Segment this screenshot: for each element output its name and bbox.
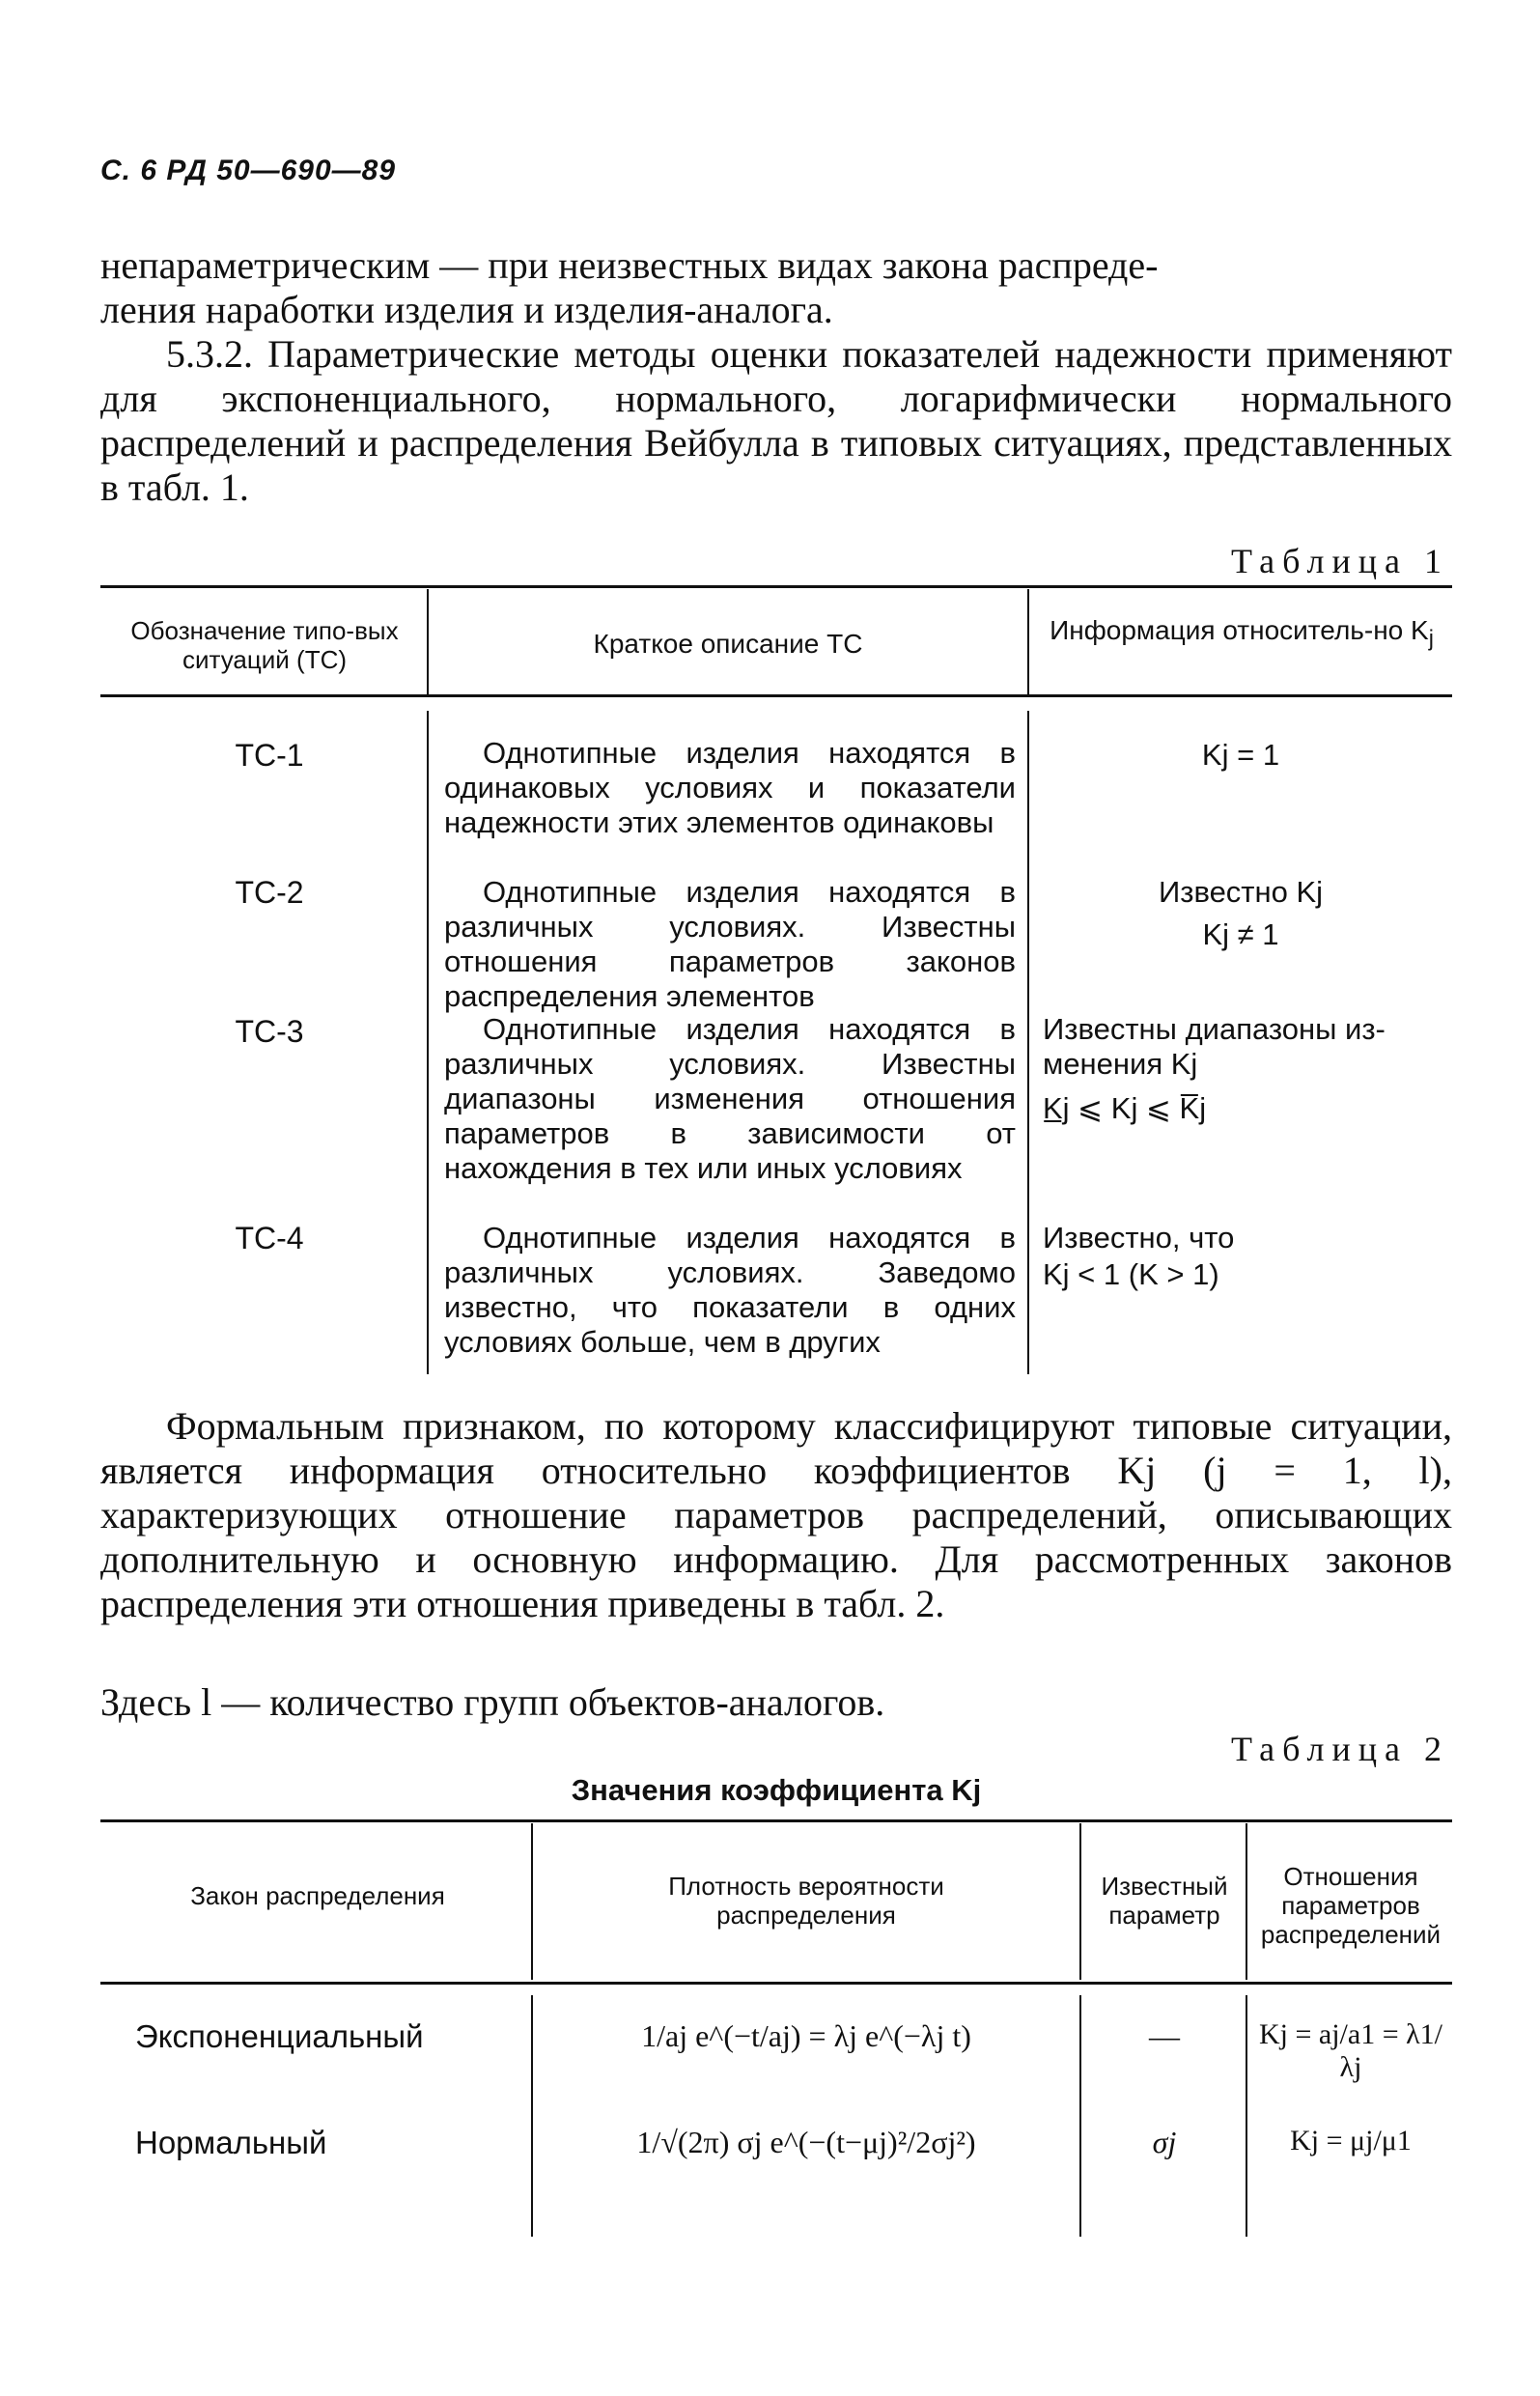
table1-row-desc: Однотипные изделия находятся в различных условиях. Известны отношения параметров законов распределения элементов <box>444 875 1016 1013</box>
table2-header-density: Плотность вероятности распределения <box>668 1872 944 1930</box>
table2-body-divider-2 <box>1079 1995 1081 2237</box>
table2-header-rule <box>100 1982 1452 1985</box>
table2-header-law: Закон распределения <box>190 1881 445 1910</box>
table1-header-info <box>1039 616 1444 653</box>
table2-header-divider-1 <box>531 1823 533 1980</box>
table1-row-desc: Однотипные изделия находятся в различных условиях. Заведомо известно, что показатели в одних условиях больше, чем в других <box>444 1221 1016 1359</box>
table1-row-info: Известно, что <box>1043 1221 1235 1254</box>
table1-row-desc: Однотипные изделия находятся в одинаковых условиях и показатели надежности этих элементов одинаковы <box>444 736 1016 839</box>
table2-caption: Таблица 2 <box>1231 1730 1449 1768</box>
table1-header-rule <box>100 694 1452 697</box>
table1-row-info: K̲j ⩽ Kj ⩽ K̅j <box>1043 1091 1207 1125</box>
table1-row-code: ТС-4 <box>235 1221 304 1255</box>
table1-header-info-text: Информация относитель-но K <box>1050 615 1429 645</box>
table1-row-code: ТС-2 <box>235 875 304 910</box>
table1-row-info: Kj < 1 (K > 1) <box>1043 1257 1219 1291</box>
table1-row-info: Известны диапазоны из-менения Kj <box>1043 1012 1386 1081</box>
table1-row-code: ТС-3 <box>235 1014 304 1049</box>
page-header: С. 6 РД 50—690—89 <box>100 155 397 186</box>
table2-row-density: 1/aj e^(−t/aj) = λj e^(−λj t) <box>641 2018 971 2053</box>
table2-top-rule <box>100 1819 1452 1822</box>
table2-body-divider-1 <box>531 1995 533 2237</box>
table1-row-info: Kj = 1 <box>1201 738 1280 772</box>
table1-header-divider-1 <box>427 589 429 695</box>
table2-row-law: Нормальный <box>135 2125 327 2160</box>
table1-row-info: Известно Kj <box>1158 875 1324 909</box>
table1-row-info: Kj ≠ 1 <box>1202 917 1279 951</box>
table2-title: Значения коэффициента Kj <box>571 1773 982 1807</box>
intro-line-1: непараметрическим — при неизвестных видах закона распреде- <box>100 243 1159 287</box>
body-paragraph: Формальным признаком, по которому классифицируют типовые ситуации, является информация относительно коэффициентов Kj (j = 1, l), характеризующих отношение параметров распределений, описывающих дополнительную и основную информацию. Для рассмотренных законов распределения эти отношения приведены в табл. 2. <box>100 1404 1452 1625</box>
intro-line-2: ления наработки изделия и изделия-аналога. <box>100 288 833 331</box>
table1-header-code: Обозначение типо-вых ситуаций (ТС) <box>130 616 399 674</box>
table2-row-law: Экспоненциальный <box>135 2018 424 2054</box>
table2-row-param: — <box>1149 2018 1180 2053</box>
table2-header-divider-3 <box>1246 1823 1247 1980</box>
intro-paragraph-2: 5.3.2. Параметрические методы оценки показателей надежности применяют для экспоненциального, нормального, логарифмически нормального распределений и распределения Вейбулла в типовых ситуациях, представленных в табл. 1. <box>100 332 1452 509</box>
table2-row-density: 1/√(2π) σj e^(−(t−μj)²/2σj²) <box>636 2125 976 2159</box>
table1-header-divider-2 <box>1027 589 1029 695</box>
table2-row-ratio: Kj = μj/μ1 <box>1290 2125 1412 2156</box>
body-line: Здесь l — количество групп объектов-аналогов. <box>100 1680 885 1724</box>
table2-body-divider-3 <box>1246 1995 1247 2237</box>
table2-header-ratio: Отношения параметров распределений <box>1260 1862 1442 1949</box>
table1-row-code: ТС-1 <box>235 738 304 773</box>
table2-header-divider-2 <box>1079 1823 1081 1980</box>
table1-row-desc: Однотипные изделия находятся в различных условиях. Известны диапазоны изменения отношения параметров в зависимости от нахождения в тех или иных условиях <box>444 1012 1016 1185</box>
table2-row-ratio: Kj = aj/a1 = λ1/λj <box>1258 2018 1443 2083</box>
table2-row-param: σj <box>1152 2125 1177 2159</box>
table2-header-param: Известный параметр <box>1101 1872 1228 1930</box>
table1-caption: Таблица 1 <box>1231 542 1449 580</box>
table1-top-rule <box>100 585 1452 588</box>
table1-header-desc: Краткое описание ТС <box>593 629 863 659</box>
table1-header-info-sub: j <box>1428 625 1434 651</box>
table1-body-divider-2 <box>1027 711 1029 1374</box>
